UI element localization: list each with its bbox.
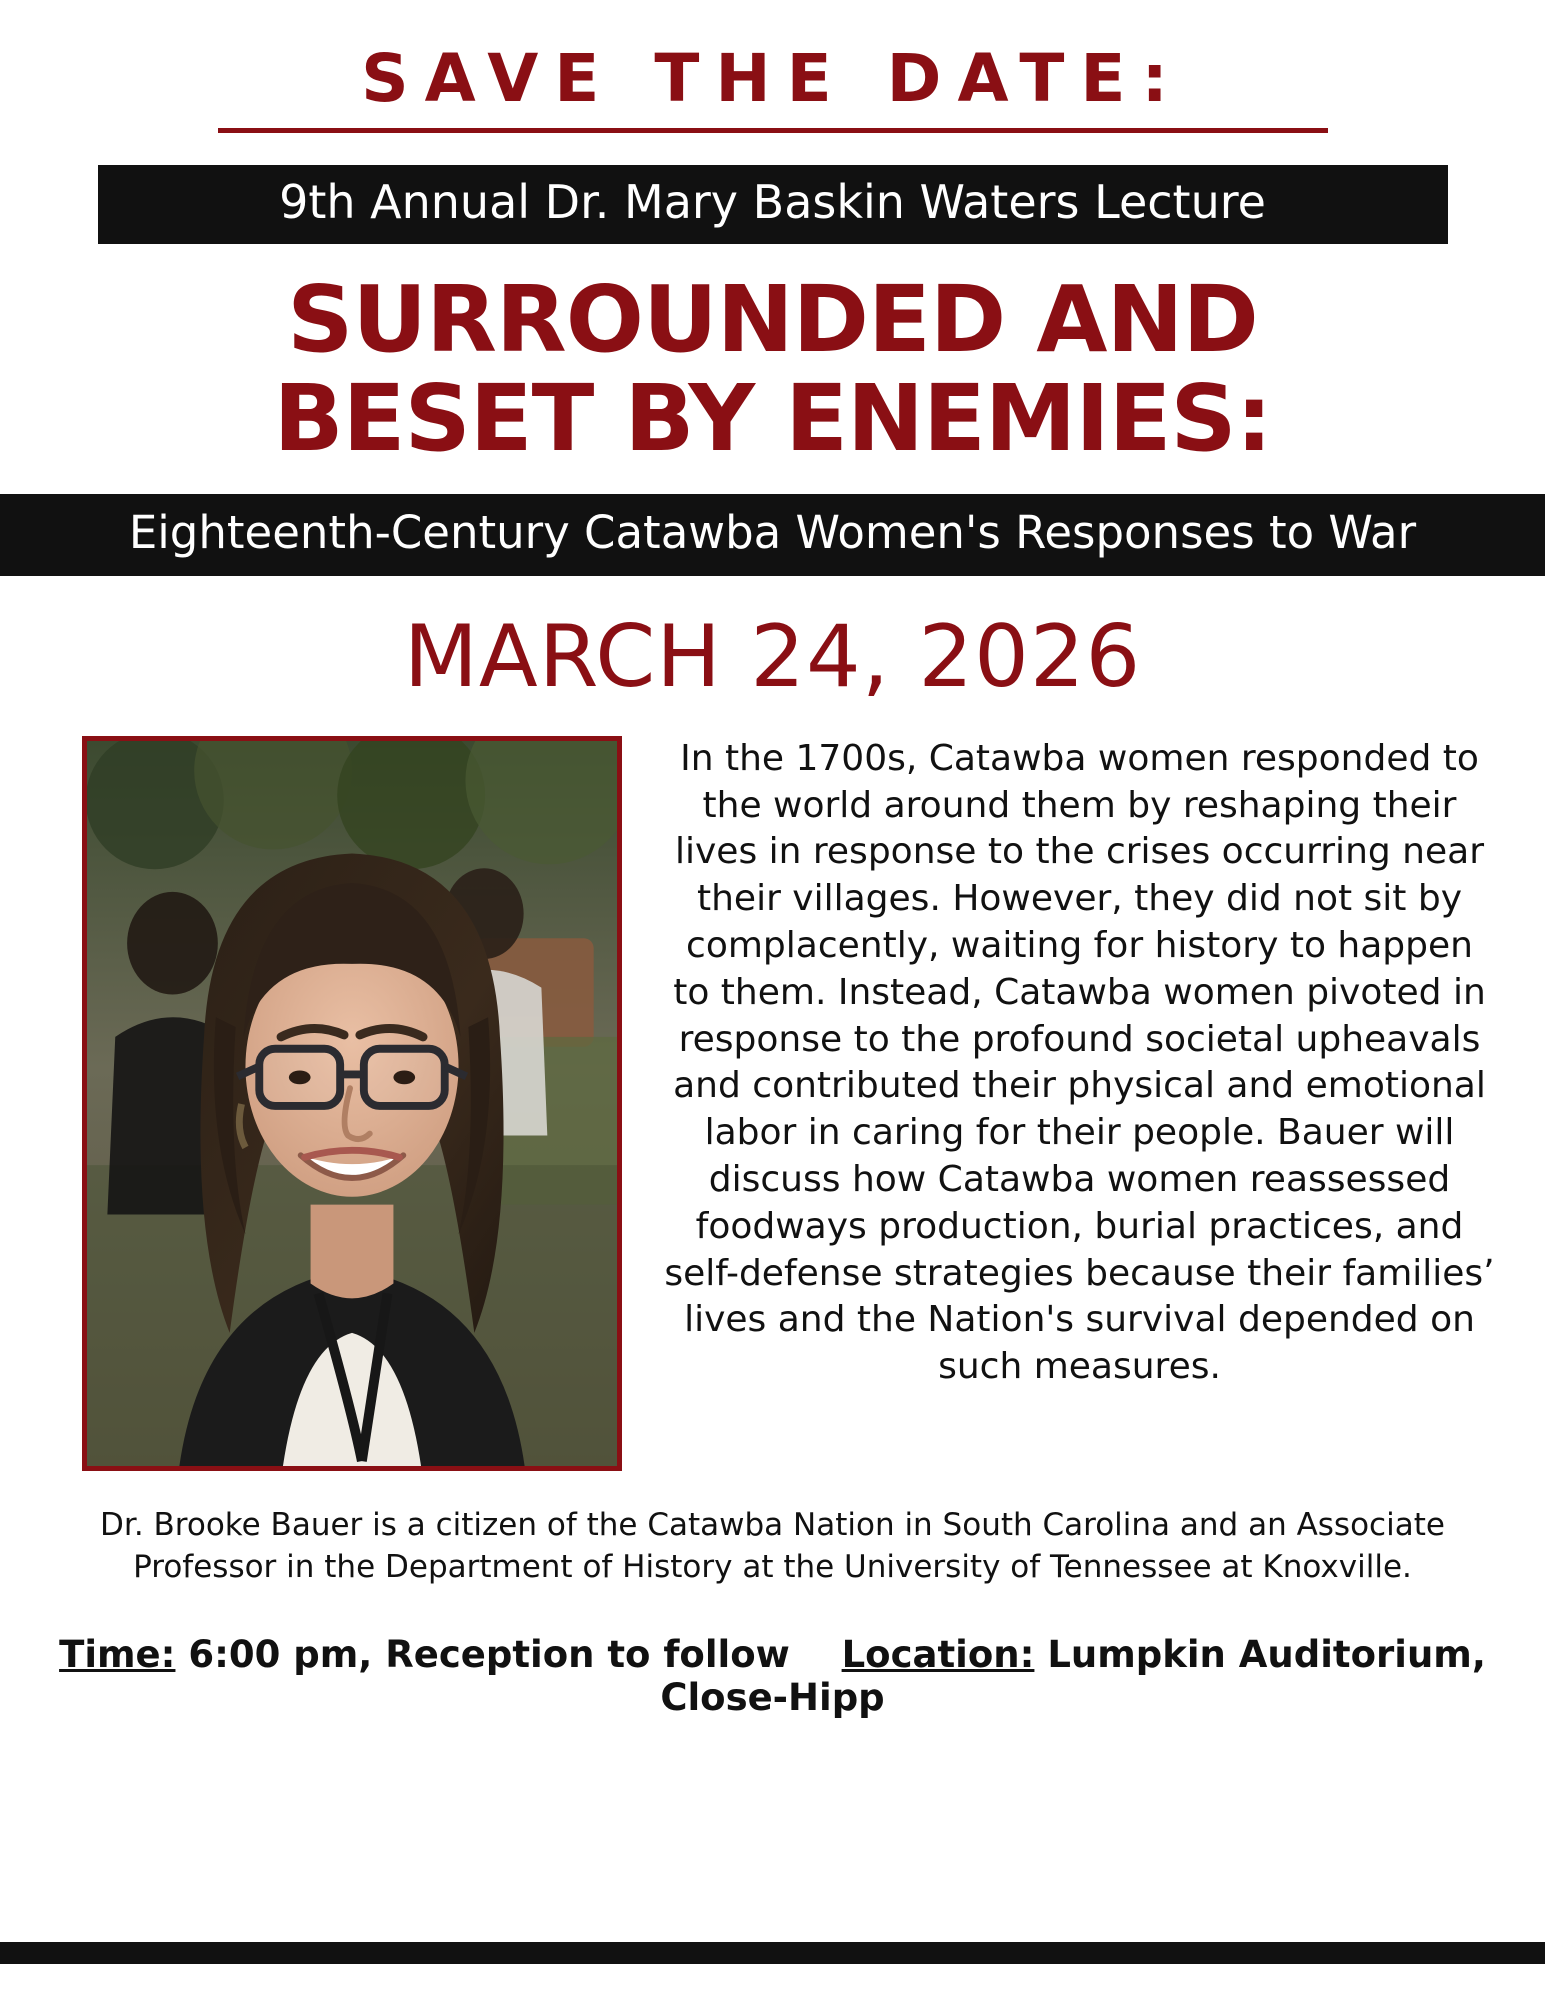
location-label: Location: — [841, 1632, 1035, 1676]
event-details — [0, 1633, 1545, 1719]
speaker-portrait — [82, 736, 622, 1471]
time-value: 6:00 pm, Reception to follow — [188, 1632, 790, 1676]
subtitle-banner: Eighteenth-Century Catawba Women's Responses to War — [0, 494, 1545, 576]
content-row — [0, 736, 1545, 1471]
location-value: Lumpkin Auditorium, Close-Hipp — [660, 1632, 1486, 1719]
lecture-series-banner: 9th Annual Dr. Mary Baskin Waters Lecture — [98, 165, 1448, 244]
speaker-bio: Dr. Brooke Bauer is a citizen of the Catawba Nation in South Carolina and an Associate Professor in the Department of History at the University of Tennessee at Knoxville. — [100, 1506, 1445, 1585]
page-title — [0, 265, 1545, 472]
event-date: MARCH 24, 2026 — [403, 606, 1142, 707]
page-title-line-1: SURROUNDED AND — [287, 265, 1258, 373]
page-title-line-2: BESET BY ENEMIES: — [273, 364, 1272, 472]
heading-underline — [218, 128, 1328, 133]
portrait-illustration — [87, 741, 617, 1466]
time-label: Time: — [59, 1632, 176, 1676]
save-the-date-heading: SAVE THE DATE: — [361, 40, 1184, 117]
lecture-abstract: In the 1700s, Catawba women responded to the world around them by reshaping their lives in response to the crises occurring near their villages. However, they did not sit by complacently, waiting for history to happen to them. Instead, Catawba women pivoted in response to the profound societal upheavals and contributed their physical and emotional labor in caring for their people. Bauer will discuss how Catawba women reassessed foodways production, burial practices, and self-defense strategies because their families’ lives and the Nation's survival depended on such measures. — [664, 737, 1495, 1388]
footer-bar — [0, 1942, 1545, 1964]
